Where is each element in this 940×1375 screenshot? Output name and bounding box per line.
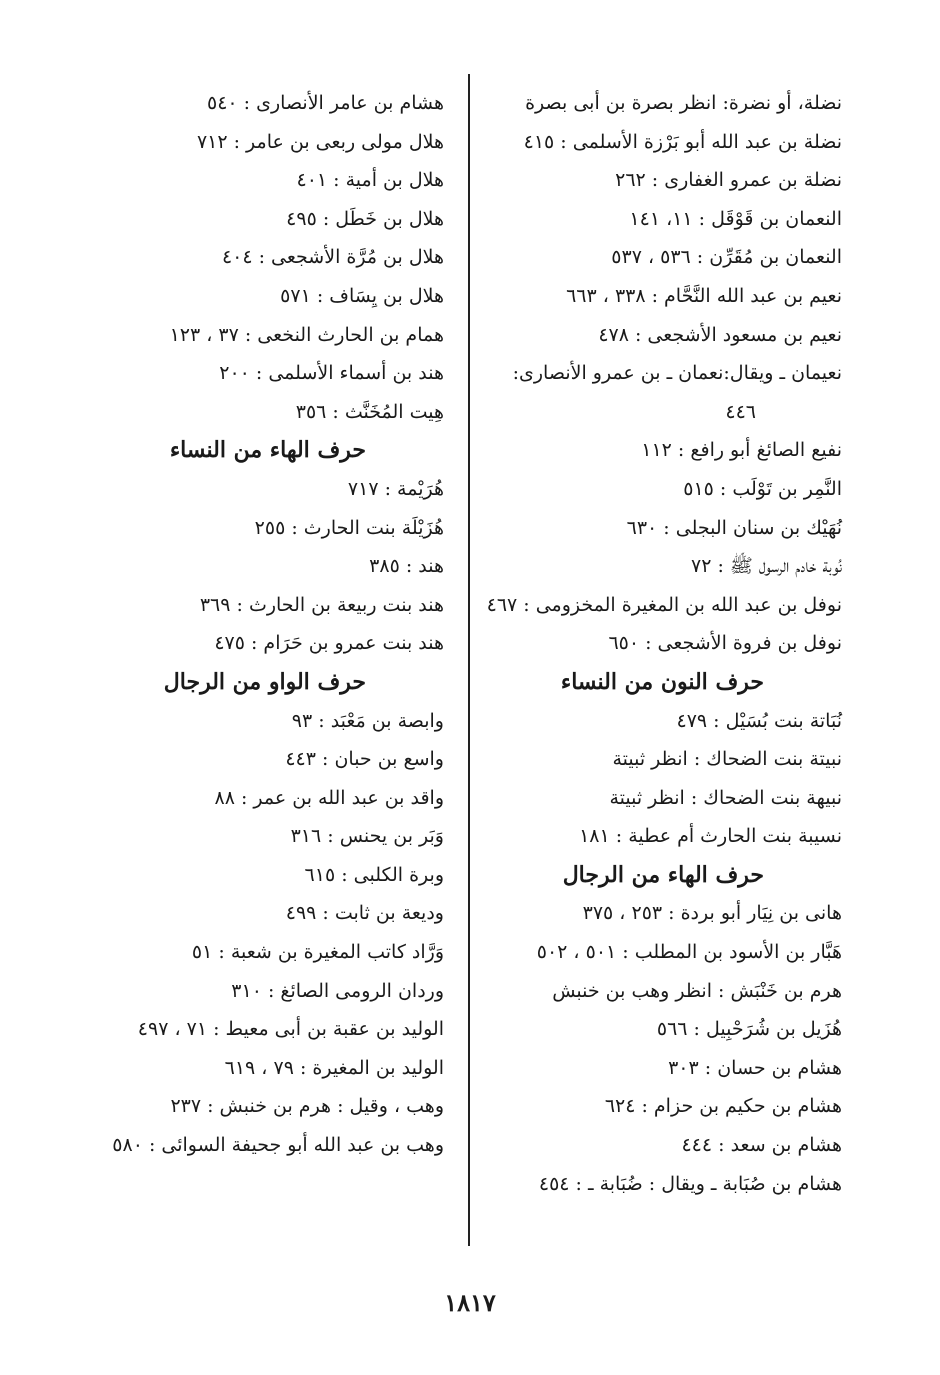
left-column [84,84,444,1165]
index-entry: نضلة بن عمرو الغفارى : ٢٦٢ [615,169,842,192]
index-entry: هَبَّار بن الأسود بن المطلب : ٥٠١ ، ٥٠٢ [536,941,842,964]
index-entry: وديعة بن ثابت : ٤٩٩ [285,902,444,925]
section-heading: حرف الهاء من الرجال [562,861,764,888]
index-entry: هشام بن حكيم بن حزام : ٦٢٤ [604,1095,842,1118]
index-entry: هُزَيْلَة بنت الحارث : ٢٥٥ [254,516,444,539]
index-entry: نعيم بن مسعود الأشجعى : ٤٧٨ [598,323,842,346]
index-entry: ٤٤٦ [725,400,756,423]
index-entry: وبرة الكلبى : ٦١٥ [304,863,444,886]
index-entry: نبيهة بنت الضحاك : انظر ثبيتة [609,786,842,809]
index-entry: وابصة بن مَعْبَد : ٩٣ [291,709,444,732]
index-entry: هند بنت عمرو بن حَرَام : ٤٧٥ [214,632,444,655]
index-entry: هند : ٣٨٥ [369,555,444,578]
index-entry: همام بن الحارث النخعى : ٣٧ ، ١٢٣ [169,323,444,346]
index-entry: نعيمان ـ ويقال:نعمان ـ بن عمرو الأنصارى: [512,362,842,385]
page-number: ١٨١٧ [444,1288,496,1317]
index-entry: نبيتة بنت الضحاك : انظر ثبيتة [612,748,842,771]
index-entry: هُرَيْمة : ٧١٧ [347,477,444,500]
index-entry: هلال بن مُرَّة الأشجعى : ٤٠٤ [221,246,444,269]
index-entry: هند بنت ربيعة بن الحارث : ٣٦٩ [199,593,444,616]
index-entry: نضلة بن عبد الله أبو بَرْزة الأسلمى : ٤١٥ [523,130,842,153]
section-heading: حرف الهاء من النساء [169,437,366,464]
index-entry: هشام بن سعد : ٤٤٤ [681,1134,842,1157]
index-entry: نضلة، أو نضرة: انظر بصرة بن أبى بصرة [525,92,842,114]
index-entry: هند بن أسماء الأسلمى : ٢٠٠ [219,362,444,385]
index-entry: نعيم بن عبد الله النَّحَّام : ٣٣٨ ، ٦٦٣ [566,284,842,307]
index-entry: نوفل بن فروة الأشجعى : ٦٥٠ [608,632,842,655]
index-entry: هانى بن نِيَار أبو بردة : ٢٥٣ ، ٣٧٥ [582,902,842,925]
index-entry: وهب ، وقيل : هرم بن خنبش : ٢٣٧ [170,1095,444,1118]
index-entry: واقد بن عبد الله بن عمر : ٨٨ [214,786,444,809]
index-entry: وَبَر بن يحنس : ٣١٦ [290,825,444,848]
index-entry: نُهَيْك بن سنان البجلى : ٦٣٠ [626,516,842,539]
index-entry: نُبَاتة بنت بُسَيْل : ٤٧٩ [676,709,842,732]
index-entry: هلال بن أمية : ٤٠١ [296,169,444,192]
index-entry: هشام بن عامر الأنصارى : ٥٤٠ [207,92,444,114]
index-entry: هرم بن خَنْبَش : انظر وهب بن خنبش [552,979,842,1002]
index-entry: الوليد بن المغيرة : ٧٩ ، ٦١٩ [224,1056,444,1079]
index-entry: هشام بن حسان : ٣٠٣ [668,1056,842,1079]
right-column [486,84,842,1203]
index-entry: النَّمِر بن تَوْلَب : ٥١٥ [683,477,842,500]
section-heading: حرف الواو من الرجال [163,668,366,695]
index-entry: النعمان بن مُقَرِّن : ٥٣٦ ، ٥٣٧ [611,246,842,269]
section-heading: حرف النون من النساء [560,668,764,695]
index-entry: نُوبة خادم الرسول ﷺ : ٧٢ [690,555,842,578]
index-entry: نفيع الصائغ أبو رافع : ١١٢ [641,439,842,462]
index-entry: الوليد بن عقبة بن أبى معيط : ٧١ ، ٤٩٧ [137,1018,444,1041]
index-entry: هلال بن خَطَل : ٤٩٥ [286,207,444,230]
index-entry: نسيبة بنت الحارث أم عطية : ١٨١ [579,825,842,848]
index-entry: هُزَيل بن شُرَحْبِيل : ٥٦٦ [656,1018,842,1041]
index-entry: نوفل بن عبد الله بن المغيرة المخزومى : ٤٦٧ [486,593,842,616]
index-entry: النعمان بن قَوْقَل : ١١، ١٤١ [629,207,842,230]
index-entry: وهب بن عبد الله أبو جحيفة السوائى : ٥٨٠ [112,1134,444,1157]
index-entry: وَرَّاد كاتب المغيرة بن شعبة : ٥١ [191,941,444,964]
index-entry: هلال بن يِسَاف : ٥٧١ [280,284,444,307]
column-divider [468,74,470,1246]
index-entry: هشام بن صُبَابة ـ ويقال : ضُبَابة ـ : ٤٥٤ [538,1172,842,1195]
index-entry: وردان الرومى الصائغ : ٣١٠ [231,979,444,1002]
index-entry: هلال مولى ربعى بن عامر : ٧١٢ [196,130,444,153]
index-entry: هِيت المُخَنَّث : ٣٥٦ [295,400,444,423]
index-entry: واسع بن حبان : ٤٤٣ [285,748,444,771]
